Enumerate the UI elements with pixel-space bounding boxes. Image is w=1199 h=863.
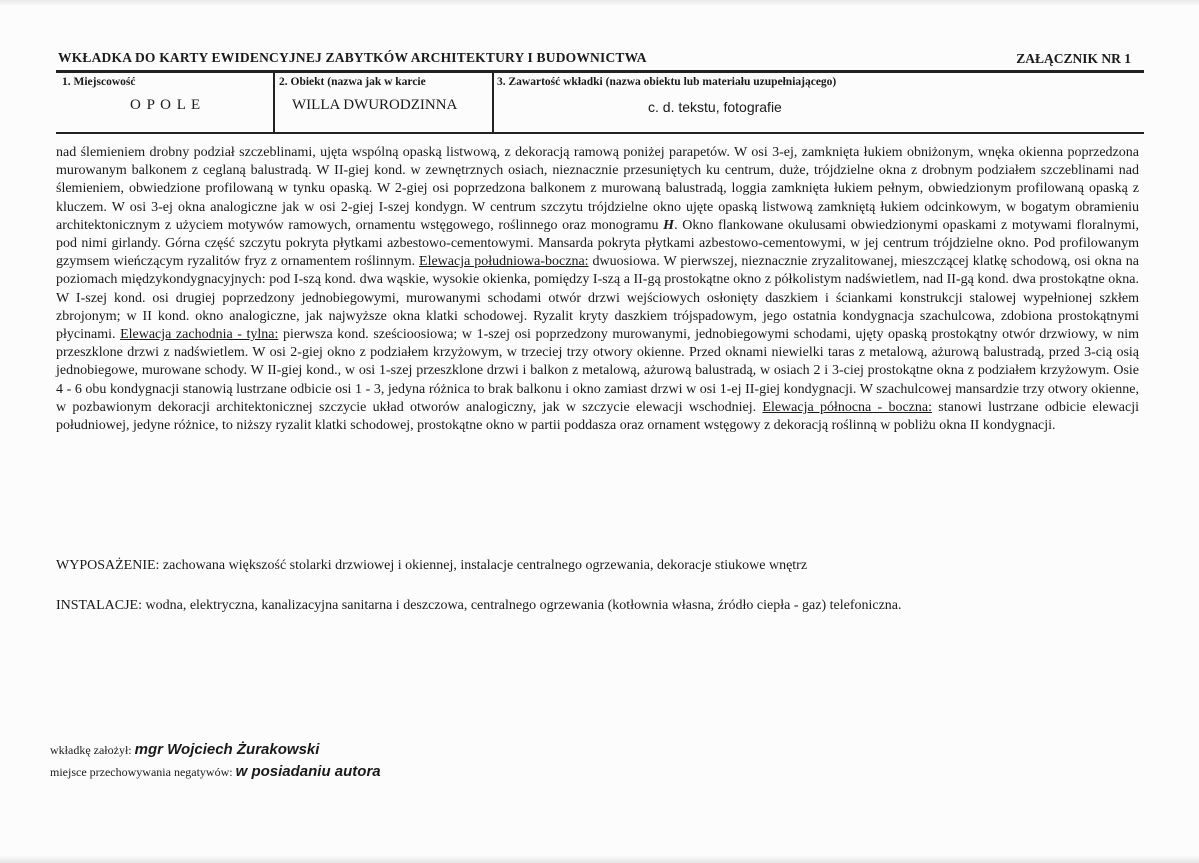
equipment-paragraph: WYPOSAŻENIE: zachowana większość stolarki drzwiowej i okiennej, instalacje centralnego ogrzewania, dekoracje stiukowe wnętrz	[56, 558, 808, 573]
monogram-letter: H	[663, 217, 675, 233]
storage-label: miejsce przechowywania negatywów:	[50, 765, 233, 779]
heading-west-elevation: Elewacja zachodnia - tylna:	[120, 327, 279, 343]
column-divider-2	[492, 73, 494, 132]
locality-label: 1. Miejscowość	[62, 76, 136, 88]
description-part-2: . Okno flankowane okulusami obwiedzionymi opaskami z motywami floralnymi, pod nimi girlandy. Górna część szczytu pokryta płytkami azbestowo-cementowymi. Mansarda pokryta płytkami azbestowo-cementowymi, w jej centrum trójdzielne okno. Pod profilowanym gzymsem wieńczącym ryzalitów fryz z ornamentem roślinnym.	[56, 217, 1139, 270]
author-value: mgr Wojciech Żurakowski	[134, 741, 320, 758]
scan-edge-top	[0, 0, 1199, 6]
locality-value: O P O L E	[130, 97, 202, 113]
document-title: WKŁADKA DO KARTY EWIDENCYJNEJ ZABYTKÓW ARCHITEKTURY I BUDOWNICTWA	[58, 50, 647, 65]
object-label: 2. Obiekt (nazwa jak w karcie	[279, 76, 426, 88]
content-value: c. d. tekstu, fotografie	[648, 99, 782, 115]
author-label: wkładkę założył:	[50, 743, 132, 757]
installations-paragraph: INSTALACJE: wodna, elektryczna, kanalizacyjna sanitarna i deszczowa, centralnego ogrzewania (kotłownia własna, źródło ciepła - gaz) telefoniczna.	[56, 598, 902, 613]
storage-value: w posiadaniu autora	[235, 763, 381, 780]
storage-line	[50, 763, 381, 780]
content-label: 3. Zawartość wkładki (nazwa obiektu lub materiału uzupełniającego)	[497, 76, 837, 88]
description-part-5: stanowi lustrzane odbicie elewacji południowej, jedyne różnice, to niższy ryzalit klatki schodowej, prostokątne okno w partii poddasza oraz ornament wstęgowy z dekoracją roślinną w pobliżu okna II kondygnacji.	[56, 399, 1139, 434]
scan-edge-bottom	[0, 855, 1199, 863]
header-rule	[56, 70, 1144, 73]
description-part-4: pierwsza kond. sześcioosiowa; w 1-szej osi poprzedzony murowanymi, jednobiegowymi schodami, ujęty opaską prostokątny otwór drzwiowy, w nim przeszklone drzwi z nadświetlem. W osi 2-giej okno z podziałem krzyżowym, w trzeciej trzy otwory okienne. Przed oknami niewielki taras z metalową, ażurową balustradą, przed 3-cią osią jednobiegowe, murowane schody. W II-giej kond., w osi 1-szej przeszklone drzwi i balkon z metalową, ażurową balustradą, w osiach 2 i 3-ciej prostokątne okna z podziałem krzyżowym. Osie 4 - 6 obu kondygnacji stanowią lustrzane odbicie osi 1 - 3, jedyna różnica to brak balkonu i okno zamiast drzwi w osi 1-ej II-giej kondygnacji. W szachulcowej mansardzie trzy otwory okienne, w pozbawionym dekoracji architektonicznej szczycie układ otworów analogiczny, jak w szczycie elewacji wschodniej.	[56, 327, 1139, 415]
author-line	[50, 741, 319, 758]
annex-label: ZAŁĄCZNIK NR 1	[1016, 51, 1131, 66]
description-text	[56, 144, 1139, 435]
column-divider-1	[273, 73, 275, 132]
table-bottom-rule	[56, 132, 1144, 134]
heading-south-elevation: Elewacja południowa-boczna:	[419, 254, 589, 270]
description-part-1: nad ślemieniem drobny podział szczeblinami, ujęta wspólną opaską listwową, z dekoracją ramową poniżej parapetów. W osi 3-ej, zamknięta łukiem obniżonym, wnęka okienna poprzedzona murowanym balkonem z ceglaną balustradą. W II-giej kond. w zewnętrznych osiach, nieznacznie przesuniętych ku centrum, duże, trójdzielne okna z drobnym podziałem szczeblinami nad ślemieniem, obwiedzione profilowaną w tynku opaską. W 2-giej osi poprzedzona balkonem z murowaną balustradą, loggia zamknięta łukiem pełnym, obwiedzionym profilowaną opaską z kluczem. W osi 3-ej okna analogiczne jak w osi 2-giej I-szej kondygn. W centrum szczytu trójdzielne okno ujęte opaską listwową zamkniętą łukiem odcinkowym, w bogatym obramieniu architektonicznym z użyciem motywów ramowych, ornamentu wstęgowego, roślinnego oraz monogramu	[56, 145, 1139, 233]
heading-north-elevation: Elewacja północna - boczna:	[762, 399, 932, 415]
description-part-3: dwuosiowa. W pierwszej, nieznacznie zryzalitowanej, mieszczącej klatkę schodową, osi okna na poziomach międzykondygnacyjnych: pod I-szą kond. dwa wąskie, wysokie okienka, pomiędzy I-szą a II-gą prostokątne okno z półkolistym nadświetlem, nad II-gą kond. dwa prostokątne okna. W I-szej kond. osi drugiej poprzedzony jednobiegowymi, murowanymi schodami otwór drzwi wejściowych osłonięty daszkiem i ściankami konstrukcji stalowej wypełnionej szkłem zbrojonym; w II kond. okno analogiczne, jak najwyższe okna klatki schodowej. Ryzalit kryty daszkiem trójspadowym, jego ostatnia kondygnacja szachulcowa, zdobiona prostokątnymi płycinami.	[56, 254, 1139, 343]
object-value: WILLA DWURODZINNA	[292, 97, 458, 113]
